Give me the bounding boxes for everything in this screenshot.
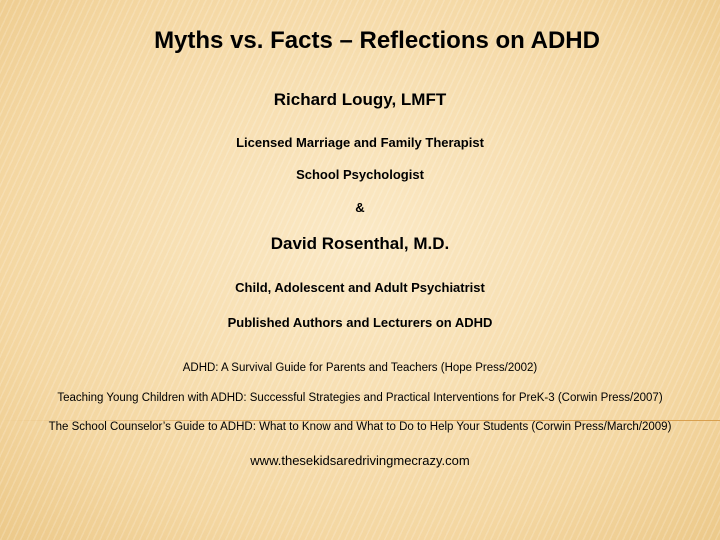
- author2-name: David Rosenthal, M.D.: [270, 234, 450, 253]
- book-1: ADHD: A Survival Guide for Parents and Teachers (Hope Press/2002): [182, 362, 538, 374]
- shared-credential: Published Authors and Lecturers on ADHD: [227, 315, 493, 330]
- author1-name: Richard Lougy, LMFT: [273, 90, 447, 109]
- author1-credential-2: School Psychologist: [296, 167, 424, 182]
- book-2: Teaching Young Children with ADHD: Successful Strategies and Practical Interventions for PreK-3 (Corwin Press/2007): [57, 392, 663, 404]
- author1-credential-1: Licensed Marriage and Family Therapist: [236, 135, 484, 150]
- book-3: The School Counselor’s Guide to ADHD: What to Know and What to Do to Help Your Students (Corwin Press/March/2009): [48, 421, 672, 433]
- slide-title: Myths vs. Facts – Reflections on ADHD: [154, 27, 600, 54]
- ampersand: &: [355, 200, 365, 215]
- website-link[interactable]: www.thesekidsaredrivingmecrazy.com: [250, 453, 470, 468]
- author2-credential-1: Child, Adolescent and Adult Psychiatrist: [235, 280, 485, 295]
